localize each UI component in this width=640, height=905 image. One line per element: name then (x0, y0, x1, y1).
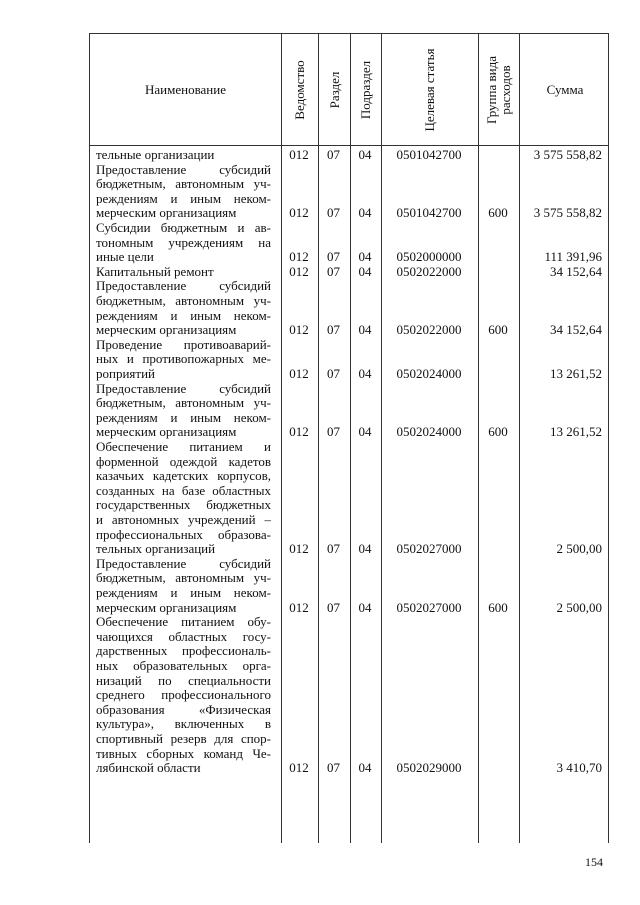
row-vedomstvo: 012 (289, 249, 309, 265)
row-vedomstvo: 012 (289, 322, 309, 338)
row-name-line: казачьих кадетских корпусов, (96, 468, 271, 484)
row-gruppa: 600 (488, 322, 508, 338)
row-name-line: Предоставление субсидий (96, 161, 271, 177)
header-razdel: Раздел (326, 71, 342, 108)
table-row (89, 440, 609, 557)
header-podrazdel: Подраздел (358, 60, 373, 119)
header-summa-cell (520, 34, 610, 145)
row-vedomstvo: 012 (289, 263, 309, 279)
row-name-line: бюджетным, автономным уч- (96, 292, 271, 308)
row-name-line: реждениям и иным неком- (96, 190, 271, 206)
row-name-line: чающихся областных госу- (96, 628, 271, 644)
row-celevaya: 0502027000 (396, 541, 462, 557)
header-razdel-cell (319, 34, 351, 145)
row-vedomstvo: 012 (289, 147, 309, 162)
row-name-line: бюджетным, автономным уч- (96, 570, 271, 586)
row-gruppa: 600 (488, 599, 508, 615)
row-razdel: 07 (327, 205, 340, 221)
row-razdel: 07 (327, 365, 340, 381)
row-razdel: 07 (327, 147, 340, 162)
row-celevaya: 0502027000 (396, 599, 462, 615)
header-celevaya: Целевая статья (422, 47, 437, 132)
page-number: 154 (585, 855, 603, 869)
row-podrazdel: 04 (358, 263, 372, 279)
table-row (89, 338, 609, 382)
row-name-line: ных и противопожарных ме- (96, 351, 271, 367)
row-name-line: Субсидии бюджетным и ав- (96, 220, 271, 235)
table-header (89, 33, 609, 146)
row-podrazdel: 04 (358, 322, 372, 338)
header-gruppa-line1: Группа вида (484, 55, 499, 124)
row-name-line: бюджетным, автономным уч- (96, 176, 271, 192)
header-vedomstvo-cell (282, 34, 319, 145)
row-celevaya: 0502022000 (396, 263, 462, 279)
table-row (89, 279, 609, 337)
row-name-line: дарственных профессиональ- (96, 643, 271, 659)
table-row (89, 148, 609, 163)
row-razdel: 07 (327, 322, 340, 338)
row-podrazdel: 04 (358, 760, 372, 776)
row-name (96, 440, 271, 557)
row-summa: 3 410,70 (556, 760, 602, 776)
row-name-line: ных образовательных орга- (96, 657, 271, 673)
row-gruppa: 600 (488, 205, 508, 221)
row-celevaya: 0501042700 (396, 205, 462, 221)
row-name-line: тивных сборных команд Че- (96, 745, 271, 761)
row-podrazdel: 04 (358, 424, 372, 440)
row-name-line: реждениям и иным неком- (96, 409, 271, 425)
row-vedomstvo: 012 (289, 424, 309, 440)
table-row (89, 221, 609, 265)
row-name (96, 382, 271, 440)
row-name-line: тономным учреждениям на (96, 234, 271, 250)
row-name-line: созданных на базе областных (96, 482, 271, 498)
row-vedomstvo: 012 (289, 541, 309, 557)
row-razdel: 07 (327, 263, 340, 279)
row-razdel: 07 (327, 760, 340, 776)
row-name-line: мерческим организациям (96, 599, 237, 615)
row-name-line: лябинской области (96, 760, 201, 776)
row-summa: 2 500,00 (556, 599, 602, 615)
row-name-line: профессиональных образова- (96, 526, 271, 542)
header-gruppa (485, 56, 513, 124)
header-name: Наименование (145, 81, 226, 97)
row-podrazdel: 04 (358, 147, 372, 162)
row-celevaya: 0501042700 (396, 147, 462, 162)
row-razdel: 07 (327, 599, 340, 615)
row-name (96, 279, 271, 337)
row-name (96, 148, 271, 163)
row-summa: 3 575 558,82 (533, 147, 602, 162)
row-podrazdel: 04 (358, 205, 372, 221)
table-row (89, 382, 609, 440)
table-row (89, 163, 609, 221)
row-name (96, 338, 271, 382)
header-gruppa-cell (479, 34, 520, 145)
row-celevaya: 0502000000 (396, 249, 462, 265)
row-name (96, 221, 271, 265)
row-name-line: Предоставление субсидий (96, 380, 271, 396)
table-row (89, 615, 609, 776)
row-name (96, 265, 271, 280)
row-name-line: культура», включенных в (96, 716, 271, 732)
header-vedomstvo: Ведомство (292, 59, 307, 120)
row-summa: 111 391,96 (544, 249, 602, 265)
row-summa: 2 500,00 (556, 541, 602, 557)
row-podrazdel: 04 (358, 249, 372, 265)
row-name-line: спортивный резерв для спор- (96, 730, 271, 746)
row-summa: 34 152,64 (550, 263, 602, 279)
row-podrazdel: 04 (358, 365, 372, 381)
row-celevaya: 0502024000 (396, 424, 462, 440)
row-summa: 34 152,64 (550, 322, 602, 338)
row-name-line: реждениям и иным неком- (96, 584, 271, 600)
row-name-line: мерческим организациям (96, 424, 237, 440)
row-summa: 13 261,52 (550, 424, 602, 440)
header-summa: Сумма (546, 81, 584, 97)
row-name-line: тельных организаций (96, 541, 216, 557)
row-podrazdel: 04 (358, 541, 372, 557)
row-name (96, 557, 271, 615)
row-celevaya: 0502024000 (396, 365, 462, 381)
header-name-cell (90, 34, 282, 145)
row-name (96, 163, 271, 221)
row-name-line: государственных бюджетных (96, 497, 271, 513)
row-name (96, 615, 271, 776)
row-name-line: бюджетным, автономным уч- (96, 395, 271, 411)
row-summa: 3 575 558,82 (533, 205, 602, 221)
row-name-line: Предоставление субсидий (96, 555, 271, 571)
table-row (89, 557, 609, 615)
header-celevaya-cell (382, 34, 479, 145)
row-name-line: иные цели (96, 249, 154, 265)
row-name-line: Капитальный ремонт (96, 263, 214, 279)
row-vedomstvo: 012 (289, 599, 309, 615)
row-razdel: 07 (327, 541, 340, 557)
row-vedomstvo: 012 (289, 205, 309, 221)
row-name-line: роприятий (96, 365, 155, 381)
row-name-line: образования «Физическая (96, 701, 271, 717)
row-name-line: мерческим организациям (96, 205, 237, 221)
header-podrazdel-cell (351, 34, 382, 145)
row-name-line: форменной одеждой кадетов (96, 453, 271, 469)
row-name-line: и автономных учреждений – (96, 511, 271, 527)
table-row (89, 265, 609, 280)
row-celevaya: 0502029000 (396, 760, 462, 776)
row-gruppa: 600 (488, 424, 508, 440)
row-name-line: мерческим организациям (96, 322, 237, 338)
row-vedomstvo: 012 (289, 760, 309, 776)
row-name-line: тельные организации (96, 147, 215, 162)
row-celevaya: 0502022000 (396, 322, 462, 338)
row-podrazdel: 04 (358, 599, 372, 615)
row-razdel: 07 (327, 249, 340, 265)
row-vedomstvo: 012 (289, 365, 309, 381)
row-razdel: 07 (327, 424, 340, 440)
row-name-line: Обеспечение питанием обу- (96, 614, 271, 630)
row-summa: 13 261,52 (550, 365, 602, 381)
row-name-line: низаций по специальности (96, 672, 271, 688)
row-name-line: реждениям и иным неком- (96, 307, 271, 323)
row-name-line: Обеспечение питанием и (96, 439, 271, 454)
row-name-line: Проведение противоаварий- (96, 336, 271, 352)
row-name-line: среднего профессионального (96, 687, 271, 703)
header-gruppa-line2: расходов (498, 64, 513, 115)
row-name-line: Предоставление субсидий (96, 278, 271, 294)
